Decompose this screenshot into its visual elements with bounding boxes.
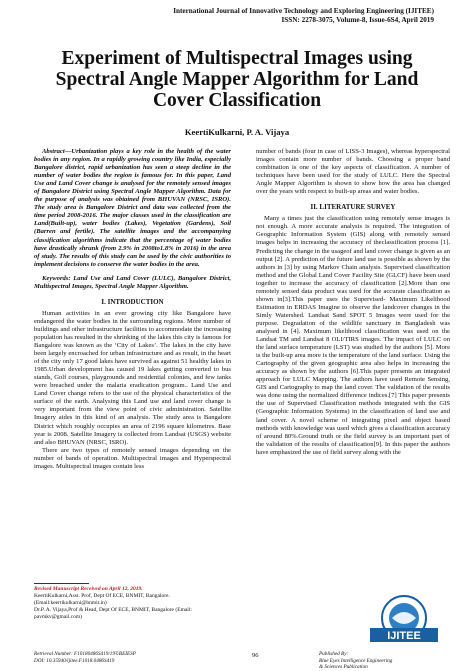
journal-header — [173, 7, 434, 25]
intro-paragraph-2: There are two types of remotely sensed images depending on the number of bands of operation. Multispectral images and Hyperspectral images. Multispectral images contain less — [34, 446, 231, 470]
publisher-line-1: Published By: — [319, 651, 349, 657]
left-column — [34, 148, 231, 471]
section-heading-literature-survey: II. LITERATURE SURVEY — [310, 203, 396, 212]
footnote-author-1: KeertiKulkarni,Asst. Prof, Dept Of ECE, BNMIT, Bangalore. (Email:keertikulkarni@bnmit.in) — [34, 593, 170, 606]
footer-publisher — [319, 651, 392, 671]
keywords: Keywords: Land Use and Land Cover (LULC), Bangalore District, Multispectral Images, Spectral Angle Mapper Algorithm. — [34, 274, 231, 290]
retrieval-number: Retrieval Number: F10180486S419/19©BEIESP — [34, 651, 136, 657]
footer-left — [34, 651, 136, 664]
page-footer — [34, 651, 450, 669]
intro-paragraph-1: Human activities in an ever growing city like Bangalore have endangered the water bodies in the surrounding regions. More number of buildings and other infrastructure facilities to accommodate the increasing population has resulted in the shrinking of the lakes this city is famous for Bangalore was known as the ‘City of Lakes’. The lakes in the city have been largely encroached for urban infrastructure and as result, in the heart of the city only 17 good lakes have survived as against 51 healthy lakes in 1985.Urban development has caused 19 lakes getting converted to bus stands, Golf courses, playgrounds and residential colonies, and few tanks were breached under the malaria eradication program.. Land Use and Land Cover change refers to the use of the physical characteristics of the surface of the earth. Analysing this Land use and land cover change is very important from the view point of civic administration. Satellite Imagery aides in this kind of an analysis. The study area is Bangalore District which roughly occupies an area of 2196 square kilometres. Base year is 2008. Satellite Imagery is collected from Landsat (USGS) website and also BHUVAN (NRSC, ISRO). — [34, 309, 231, 446]
footnote-author-2: Dr.P. A. Vijaya,Prof & Head, Dept Of ECE, BNMIT, Bangalore (Email: pavmkv@gmail.com) — [34, 607, 192, 620]
doi: DOI: 10.35940/ijitee.F1018.0486S419 — [34, 657, 115, 664]
section-heading-introduction: I. INTRODUCTION — [101, 297, 164, 306]
ijitee-logo-icon — [366, 592, 442, 650]
journal-name: International Journal of Innovative Technology and Exploring Engineering (IJITEE) — [173, 7, 434, 15]
journal-issn: ISSN: 2278-3075, Volume-8, Issue-6S4, April 2019 — [281, 16, 434, 24]
paper-title: Experiment of Multispectral Images using Spectral Angle Mapper Algorithm for Land Cover Classification — [55, 48, 419, 111]
paper-authors: KeertiKulkarni, P. A. Vijaya — [184, 127, 290, 137]
footnote-received: Revised Manuscript Received on April 12, 2019. — [34, 586, 143, 592]
right-paragraph-1: number of bands (four in case of LISS-3 Images), whereas hyperspectral images contain more number of bands. Choosing a proper band combination is one of the key aspects of classification. A number of techniques have been used for the study of LULC. Here the Spectral Angle Mapper Algorithm is shown to show how the area has changed over the years with respect to built-up areas and water bodies. — [256, 148, 450, 196]
footnote-rule — [34, 583, 89, 584]
footnote — [34, 583, 231, 621]
right-column — [256, 148, 450, 457]
logo-text: IJITEE — [387, 630, 421, 642]
literature-paragraph: Many a times just the classification using remotely sense images is not enough. A more accurate analysis is required. The integration of Geographic Information System (GIS) along with remotely sensed images helps in increasing the accuracy of theclassification process [1]. Predicting the change in the usageof and land cover change is given as an output [2]. A prediction of the future land use is possible as shown by the authors in [3] by using Markov Chain analysis. Supervised classification method and the Global Land Cover Facility Site (GLCF) have been used together to increase the accuracy of classification [2].More than one remotely sensed data product was used for the accurate classification as shown in[3].This paper uses the Supervised- Maximum Likelihood Estimation in ERDAS Imagine to observe the landcover changes in the Simly Watershed. Landsat Sand SPOT 5 Images were used for the purpose. Degradation of the wildlife sanctuary in Bangladesh was analysed in [4]. Maximum likelihood classification was used on the Landsat TM and Landsat 8 OLI/TIRS images. The impact of LULC on the land surface temperature (LST) was studied by the authors [5]. More is the built-up area more is the temperature of the land surface. Using the Cartography of the given geographic area also helps in increasing the accuracy as shown by the authors [6].This paper presents an integrated approach for LULC Mapping. The authors have used Remote Sensing, GIS and Cartography to map the land cover. The validation of the results was done using the normalized difference indices.[7] This paper presents the use of Supervised Classification methods integrated with the GIS (Geographic Information Systems) in the classification of land use and land cover. A novel scheme of integrating pixel and object based methods with knowledge was used which gives a classification accuracy of around 80%.Ground truth or the field survey is an important part of the validation of the results of classification[9]. In this paper the authors have emphasized the use of field survey along with the — [256, 215, 450, 456]
publisher-line-3: & Sciences Publication — [319, 664, 368, 670]
publisher-line-2: Blue Eyes Intelligence Engineering — [319, 657, 393, 664]
page-number: 96 — [252, 652, 259, 659]
abstract: Abstract—Urbanization plays a key role in the health of the water bodies in any region. In a rapidly growing country like India, especially Bangalore district, rapid urbanization has seen a steep decline in the number of water bodies the region is famous for. In this paper, Land Use and Land Cover change is analysed for the remotely sensed images of Bangalore District using Spectral Angle Mapper Algorithm. Data for the purpose of analysis was obtained from BHUVAN (NRSC, ISRO). The study area is Bangalore District and data was collected from the time period 2008-2016. The major classes used in the classification are Land(Built-up), water bodies (Lakes), Vegetation (Gardens), Soil (Barren and fertile). The satellite images and the accompanying classification algorithms indicate that the percentage of water bodies have drastically shrunk (from 2.9% in 2008to1.8% in 2016) in the area of study. The results of this study can be used by the civic authorities to implement decisions to conserve the water bodies in the area. — [34, 148, 231, 268]
